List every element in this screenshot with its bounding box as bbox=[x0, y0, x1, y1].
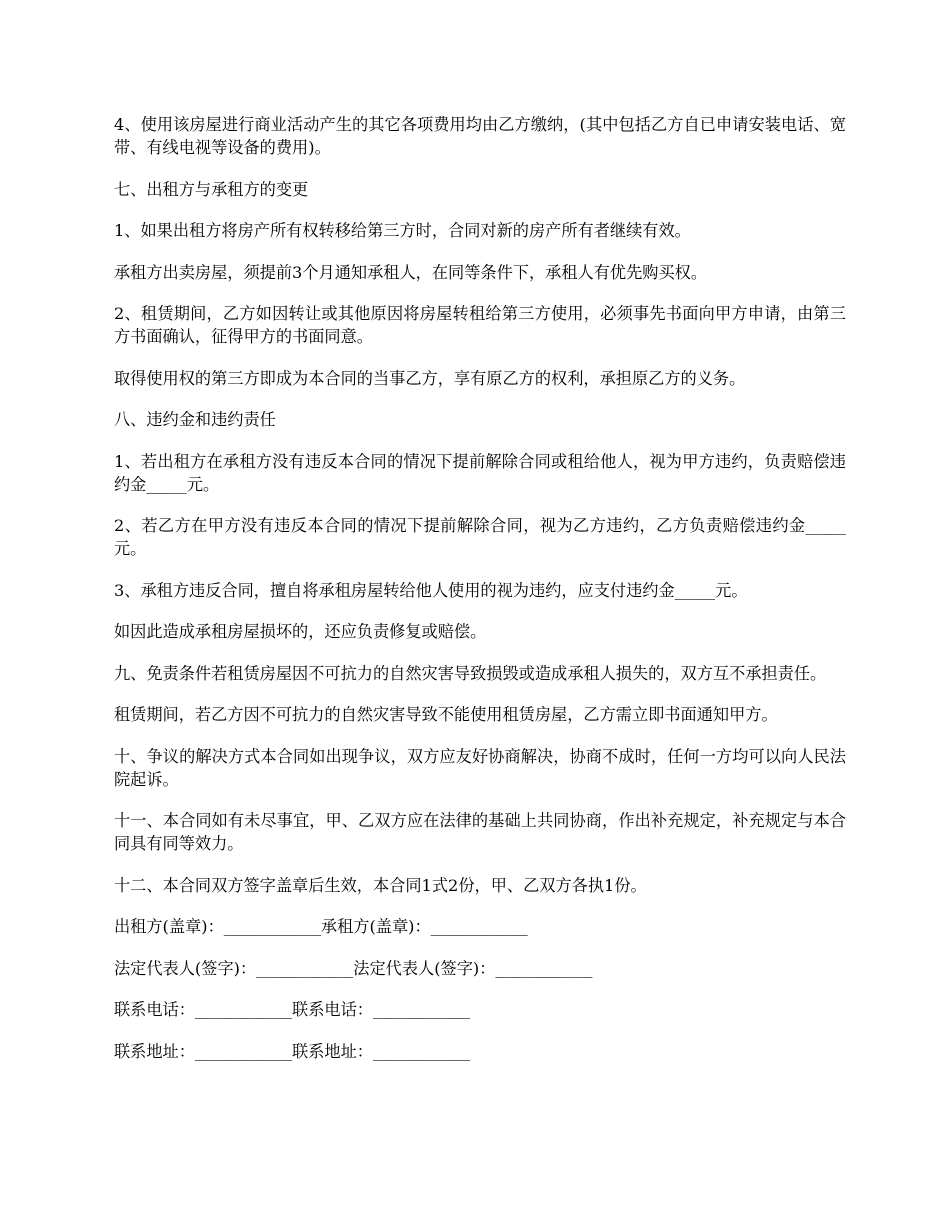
paragraph-clause-7-4: 4、使用该房屋进行商业活动产生的其它各项费用均由乙方缴纳，(其中包括乙方自已申请安装电话、宽带、有线电视等设备的费用)。 bbox=[114, 115, 846, 157]
document-body bbox=[114, 113, 846, 1081]
paragraph-penalty-1: 1、若出租方在承租方没有违反本合同的情况下提前解除合同或租给他人，视为甲方违约，负责赔偿违约金_____元。 bbox=[114, 451, 846, 494]
paragraph-supplementary: 十一、本合同如有未尽事宜，甲、乙双方应在法律的基础上共同协商，作出补充规定，补充规定与本合同具有同等效力。 bbox=[114, 811, 846, 853]
paragraph-exemption: 九、免责条件若租赁房屋因不可抗力的自然灾害导致损毁或造成承租人损失的，双方互不承担责任。 bbox=[114, 663, 827, 683]
signature-line-phone: 联系电话：____________联系电话：____________ bbox=[114, 1000, 471, 1019]
paragraph-damage-repair: 如因此造成承租房屋损坏的，还应负责修复或赔偿。 bbox=[114, 622, 487, 641]
paragraph-sale-notice: 承租方出卖房屋，须提前3个月通知承租人，在同等条件下，承租人有优先购买权。 bbox=[114, 262, 708, 282]
paragraph-penalty-3: 3、承租方违反合同，擅自将承租房屋转给他人使用的视为违约，应支付违约金_____元。 bbox=[114, 580, 748, 600]
paragraph-penalty-2: 2、若乙方在甲方没有违反本合同的情况下提前解除合同，视为乙方违约，乙方负责赔偿违约金_____元。 bbox=[114, 516, 846, 558]
section-heading-penalty: 八、违约金和违约责任 bbox=[114, 410, 276, 429]
signature-line-seal: 出租方(盖章)：____________承租方(盖章)：____________ bbox=[114, 917, 528, 936]
paragraph-third-party: 取得使用权的第三方即成为本合同的当事乙方，享有原乙方的权利，承担原乙方的义务。 bbox=[114, 368, 746, 388]
paragraph-change-2: 2、租赁期间，乙方如因转让或其他原因将房屋转租给第三方使用，必须事先书面向甲方申请，由第三方书面确认，征得甲方的书面同意。 bbox=[114, 304, 846, 346]
paragraph-change-1: 1、如果出租方将房产所有权转移给第三方时，合同对新的房产所有者继续有效。 bbox=[114, 221, 691, 240]
section-heading-changes: 七、出租方与承租方的变更 bbox=[114, 179, 309, 199]
signature-line-address: 联系地址：____________联系地址：____________ bbox=[114, 1041, 471, 1061]
paragraph-dispute-resolution: 十、争议的解决方式本合同如出现争议，双方应友好协商解决，协商不成时，任何一方均可以向人民法院起诉。 bbox=[114, 746, 846, 789]
signature-line-representative: 法定代表人(签字)：____________法定代表人(签字)：____________ bbox=[114, 958, 593, 978]
paragraph-force-majeure-notice: 租赁期间，若乙方因不可抗力的自然灾害导致不能使用租赁房屋，乙方需立即书面通知甲方。 bbox=[114, 705, 778, 724]
paragraph-effectiveness: 十二、本合同双方签字盖章后生效，本合同1式2份，甲、乙双方各执1份。 bbox=[114, 875, 647, 895]
